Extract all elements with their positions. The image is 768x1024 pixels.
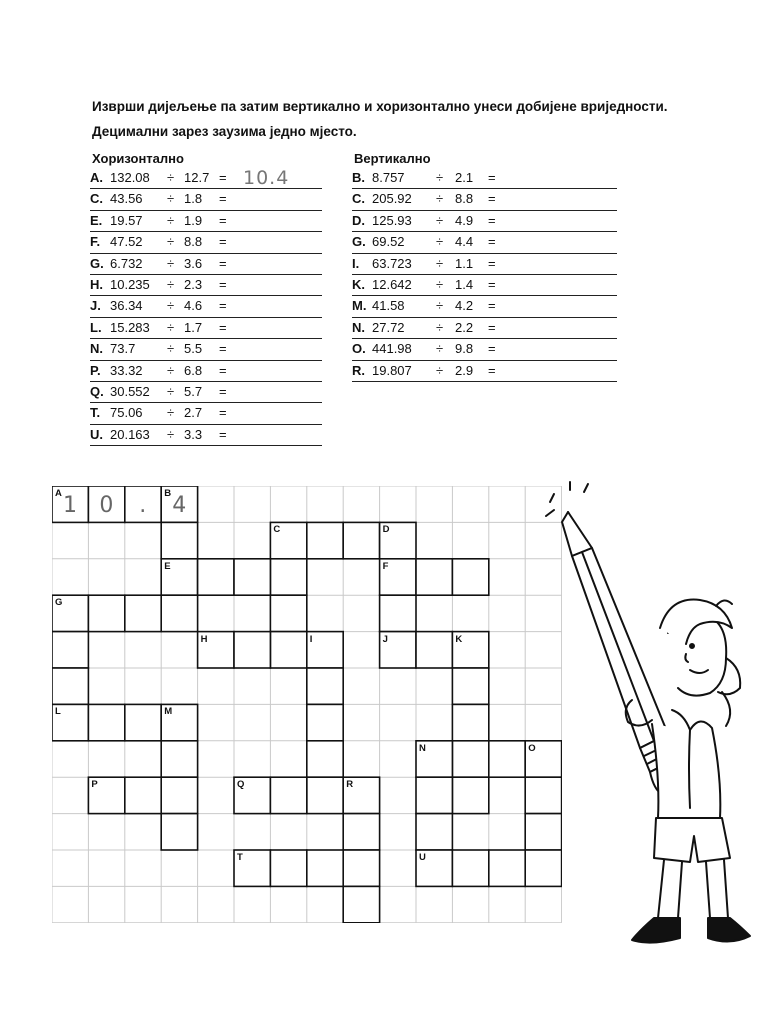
equals-sign: = — [219, 276, 227, 292]
clue-letter: R. — [352, 362, 365, 378]
clue-row — [90, 361, 322, 382]
divisor: 2.3 — [184, 276, 203, 292]
clue-row — [352, 296, 617, 317]
equals-sign: = — [488, 362, 496, 378]
filled-answer-char: 0 — [99, 493, 114, 518]
divisor: 2.7 — [184, 405, 203, 421]
answer-cell[interactable] — [489, 850, 525, 886]
clue-row — [90, 254, 322, 275]
horizontal-title: Хоризонтално — [92, 151, 184, 166]
answer-cell[interactable] — [307, 522, 343, 558]
answer-cell[interactable] — [343, 522, 379, 558]
cell-label: Q — [237, 779, 245, 791]
crossword-grid — [52, 486, 562, 923]
equals-sign: = — [488, 341, 496, 357]
dividend: 43.56 — [110, 191, 143, 207]
cell-label: R — [346, 779, 354, 791]
cell-label: O — [528, 742, 536, 754]
clue-row — [90, 425, 322, 446]
equals-sign: = — [219, 362, 227, 378]
cell-label: E — [164, 560, 171, 572]
answer-field[interactable]: 10.4 — [243, 167, 290, 189]
answer-cell[interactable] — [270, 559, 306, 595]
divisor: 5.5 — [184, 341, 203, 357]
dividend: 36.34 — [110, 298, 143, 314]
division-sign: ÷ — [167, 191, 175, 207]
dividend: 10.235 — [110, 276, 150, 292]
division-sign: ÷ — [167, 276, 175, 292]
division-sign: ÷ — [436, 298, 444, 314]
clue-row — [352, 211, 617, 232]
cell-label: G — [55, 597, 63, 609]
equals-sign: = — [488, 191, 496, 207]
answer-cell[interactable] — [343, 814, 379, 850]
answer-cell[interactable] — [307, 668, 343, 704]
clue-row — [352, 232, 617, 253]
grid-lines — [52, 486, 562, 923]
equals-sign: = — [219, 234, 227, 250]
clue-row — [352, 318, 617, 339]
equals-sign: = — [219, 383, 227, 399]
cell-label: F — [382, 560, 389, 572]
answer-cell[interactable] — [125, 595, 161, 631]
divisor: 3.6 — [184, 255, 203, 271]
division-sign: ÷ — [167, 319, 175, 335]
cell-label: D — [382, 524, 390, 536]
dividend: 63.723 — [372, 255, 412, 271]
answer-cell[interactable] — [234, 632, 270, 668]
clue-row — [352, 189, 617, 210]
clue-row — [352, 361, 617, 382]
equals-sign: = — [488, 170, 496, 185]
clue-row — [352, 275, 617, 296]
answer-cell[interactable] — [307, 777, 343, 813]
answer-cell[interactable] — [416, 777, 452, 813]
answer-cell[interactable] — [416, 632, 452, 668]
clue-row — [90, 296, 322, 317]
answer-cell[interactable] — [161, 777, 197, 813]
answer-cell[interactable] — [88, 595, 124, 631]
cell-label: A — [55, 488, 62, 499]
clue-letter: T. — [90, 405, 101, 421]
clue-row — [90, 232, 322, 253]
answer-cell[interactable] — [452, 741, 488, 777]
cell-label: C — [273, 524, 281, 536]
answer-cell[interactable] — [270, 595, 306, 631]
dividend: 19.807 — [372, 362, 412, 378]
clue-row — [90, 211, 322, 232]
dividend: 75.06 — [110, 405, 143, 421]
divisor: 4.4 — [455, 234, 474, 250]
division-sign: ÷ — [167, 383, 175, 399]
divisor: 2.2 — [455, 319, 474, 335]
clue-row — [90, 318, 322, 339]
clue-row — [90, 189, 322, 210]
equals-sign: = — [488, 298, 496, 314]
clue-letter: Q. — [90, 383, 104, 399]
answer-cell[interactable] — [161, 595, 197, 631]
clue-letter: G. — [90, 255, 104, 271]
answer-cell[interactable] — [52, 668, 88, 704]
divisor: 1.8 — [184, 191, 203, 207]
horizontal-clues — [90, 150, 322, 446]
equals-sign: = — [488, 276, 496, 292]
division-sign: ÷ — [167, 234, 175, 250]
divisor: 2.9 — [455, 362, 474, 378]
division-sign: ÷ — [436, 276, 444, 292]
division-sign: ÷ — [436, 341, 444, 357]
equals-sign: = — [219, 341, 227, 357]
answer-cell[interactable] — [125, 777, 161, 813]
dividend: 132.08 — [110, 170, 150, 185]
divisor: 1.1 — [455, 255, 474, 271]
equals-sign: = — [219, 298, 227, 314]
answer-cell[interactable] — [270, 777, 306, 813]
divisor: 2.1 — [455, 170, 474, 185]
divisor: 4.2 — [455, 298, 474, 314]
division-sign: ÷ — [436, 170, 444, 185]
equals-sign: = — [488, 212, 496, 228]
answer-cell[interactable] — [161, 522, 197, 558]
equals-sign: = — [219, 426, 227, 442]
cell-label: L — [55, 706, 61, 718]
equals-sign: = — [219, 255, 227, 271]
clue-letter: I. — [352, 255, 360, 271]
equals-sign: = — [219, 191, 227, 207]
clue-row — [90, 275, 322, 296]
division-sign: ÷ — [167, 405, 175, 421]
clue-row — [352, 168, 617, 189]
answer-cell[interactable] — [270, 850, 306, 886]
answer-cell[interactable] — [452, 777, 488, 813]
cell-label: H — [200, 633, 208, 645]
dividend: 27.72 — [372, 319, 405, 335]
division-sign: ÷ — [167, 362, 175, 378]
filled-answer-char: 1 — [63, 493, 77, 518]
answer-cell[interactable] — [307, 704, 343, 740]
equals-sign: = — [219, 212, 227, 228]
division-sign: ÷ — [436, 234, 444, 250]
answer-cell[interactable] — [234, 559, 270, 595]
clue-letter: E. — [90, 212, 103, 228]
answer-cell[interactable] — [380, 595, 416, 631]
division-sign: ÷ — [167, 255, 175, 271]
clue-letter: D. — [352, 212, 365, 228]
dividend: 19.57 — [110, 212, 143, 228]
dividend: 33.32 — [110, 362, 143, 378]
divisor: 9.8 — [455, 341, 474, 357]
equals-sign: = — [219, 319, 227, 335]
divisor: 8.8 — [184, 234, 203, 250]
answer-cell[interactable] — [452, 559, 488, 595]
answer-cell[interactable] — [198, 559, 234, 595]
clue-letter: N. — [90, 341, 103, 357]
dividend: 12.642 — [372, 276, 412, 292]
division-sign: ÷ — [167, 170, 175, 185]
division-sign: ÷ — [436, 362, 444, 378]
answer-cell[interactable] — [307, 741, 343, 777]
dividend: 20.163 — [110, 426, 150, 442]
answer-cell[interactable] — [307, 850, 343, 886]
instructions-line-2: Децимални зарез заузима једно мјесто. — [92, 124, 357, 139]
answer-cell[interactable] — [489, 741, 525, 777]
division-sign: ÷ — [167, 426, 175, 442]
cell-label: N — [419, 742, 426, 754]
divisor: 8.8 — [455, 191, 474, 207]
cell-label: T — [237, 852, 243, 863]
divisor: 4.9 — [455, 212, 474, 228]
cell-label: P — [91, 779, 98, 791]
divisor: 1.7 — [184, 319, 203, 335]
divisor: 4.6 — [184, 298, 203, 314]
instructions — [92, 94, 692, 144]
division-sign: ÷ — [436, 212, 444, 228]
division-sign: ÷ — [167, 212, 175, 228]
filled-answer-char: 4 — [172, 493, 187, 518]
equals-sign: = — [488, 234, 496, 250]
answer-cell[interactable] — [343, 886, 379, 922]
divisor: 1.9 — [184, 212, 203, 228]
vertical-clues — [352, 150, 617, 382]
answer-cell[interactable] — [343, 850, 379, 886]
clue-letter: F. — [90, 234, 101, 250]
child-holding-pencil-icon — [540, 478, 755, 958]
equals-sign: = — [488, 319, 496, 335]
cell-label: U — [419, 852, 426, 863]
clue-letter: O. — [352, 341, 366, 357]
clue-row — [90, 382, 322, 403]
clue-letter: J. — [90, 298, 101, 314]
instructions-line-1: Изврши дијељење па затим вертикално и хоризонтално унеси добијене вриједности. — [92, 99, 668, 114]
dividend: 69.52 — [372, 234, 405, 250]
dividend: 6.732 — [110, 255, 143, 271]
dividend: 441.98 — [372, 341, 412, 357]
clue-letter: H. — [90, 276, 103, 292]
answer-cell[interactable] — [161, 741, 197, 777]
answer-cell[interactable] — [88, 704, 124, 740]
clue-letter: B. — [352, 170, 365, 185]
cell-label: I — [309, 633, 313, 645]
dividend: 8.757 — [372, 170, 405, 185]
clue-letter: C. — [352, 191, 365, 207]
divisor: 5.7 — [184, 383, 203, 399]
filled-answer-char: . — [139, 493, 147, 518]
divisor: 3.3 — [184, 426, 203, 442]
clue-row — [90, 168, 322, 189]
dividend: 125.93 — [372, 212, 412, 228]
dividend: 47.52 — [110, 234, 143, 250]
divisor: 1.4 — [455, 276, 474, 292]
clue-row — [90, 339, 322, 360]
answer-cell[interactable] — [452, 668, 488, 704]
answer-cell[interactable] — [125, 704, 161, 740]
dividend: 205.92 — [372, 191, 412, 207]
dividend: 15.283 — [110, 319, 150, 335]
divisor: 12.7 — [184, 170, 210, 185]
clue-letter: K. — [352, 276, 365, 292]
division-sign: ÷ — [436, 319, 444, 335]
division-sign: ÷ — [436, 191, 444, 207]
dividend: 73.7 — [110, 341, 136, 357]
division-sign: ÷ — [167, 341, 175, 357]
answer-cell[interactable] — [270, 632, 306, 668]
clue-letter: A. — [90, 170, 103, 185]
clue-letter: N. — [352, 319, 365, 335]
clue-letter: C. — [90, 191, 103, 207]
division-sign: ÷ — [167, 298, 175, 314]
clue-row — [352, 254, 617, 275]
clue-letter: L. — [90, 319, 102, 335]
clue-letter: U. — [90, 426, 103, 442]
equals-sign: = — [488, 255, 496, 271]
equals-sign: = — [219, 170, 227, 185]
clue-letter: P. — [90, 362, 101, 378]
cell-label: M — [164, 706, 173, 718]
division-sign: ÷ — [436, 255, 444, 271]
answer-cell[interactable] — [52, 632, 88, 668]
cell-label: J — [382, 633, 388, 645]
answer-cell[interactable] — [452, 850, 488, 886]
dividend: 30.552 — [110, 383, 150, 399]
answer-cell[interactable] — [416, 814, 452, 850]
cell-label: K — [455, 633, 463, 645]
answer-cell[interactable] — [452, 704, 488, 740]
vertical-title: Вертикално — [354, 151, 431, 166]
answer-cell[interactable] — [161, 814, 197, 850]
divisor: 6.8 — [184, 362, 203, 378]
clue-row — [352, 339, 617, 360]
cell-label: B — [164, 488, 172, 499]
dividend: 41.58 — [372, 298, 405, 314]
clue-letter: M. — [352, 298, 367, 314]
clue-row — [90, 403, 322, 424]
clue-letter: G. — [352, 234, 366, 250]
answer-cell[interactable] — [416, 559, 452, 595]
equals-sign: = — [219, 405, 227, 421]
